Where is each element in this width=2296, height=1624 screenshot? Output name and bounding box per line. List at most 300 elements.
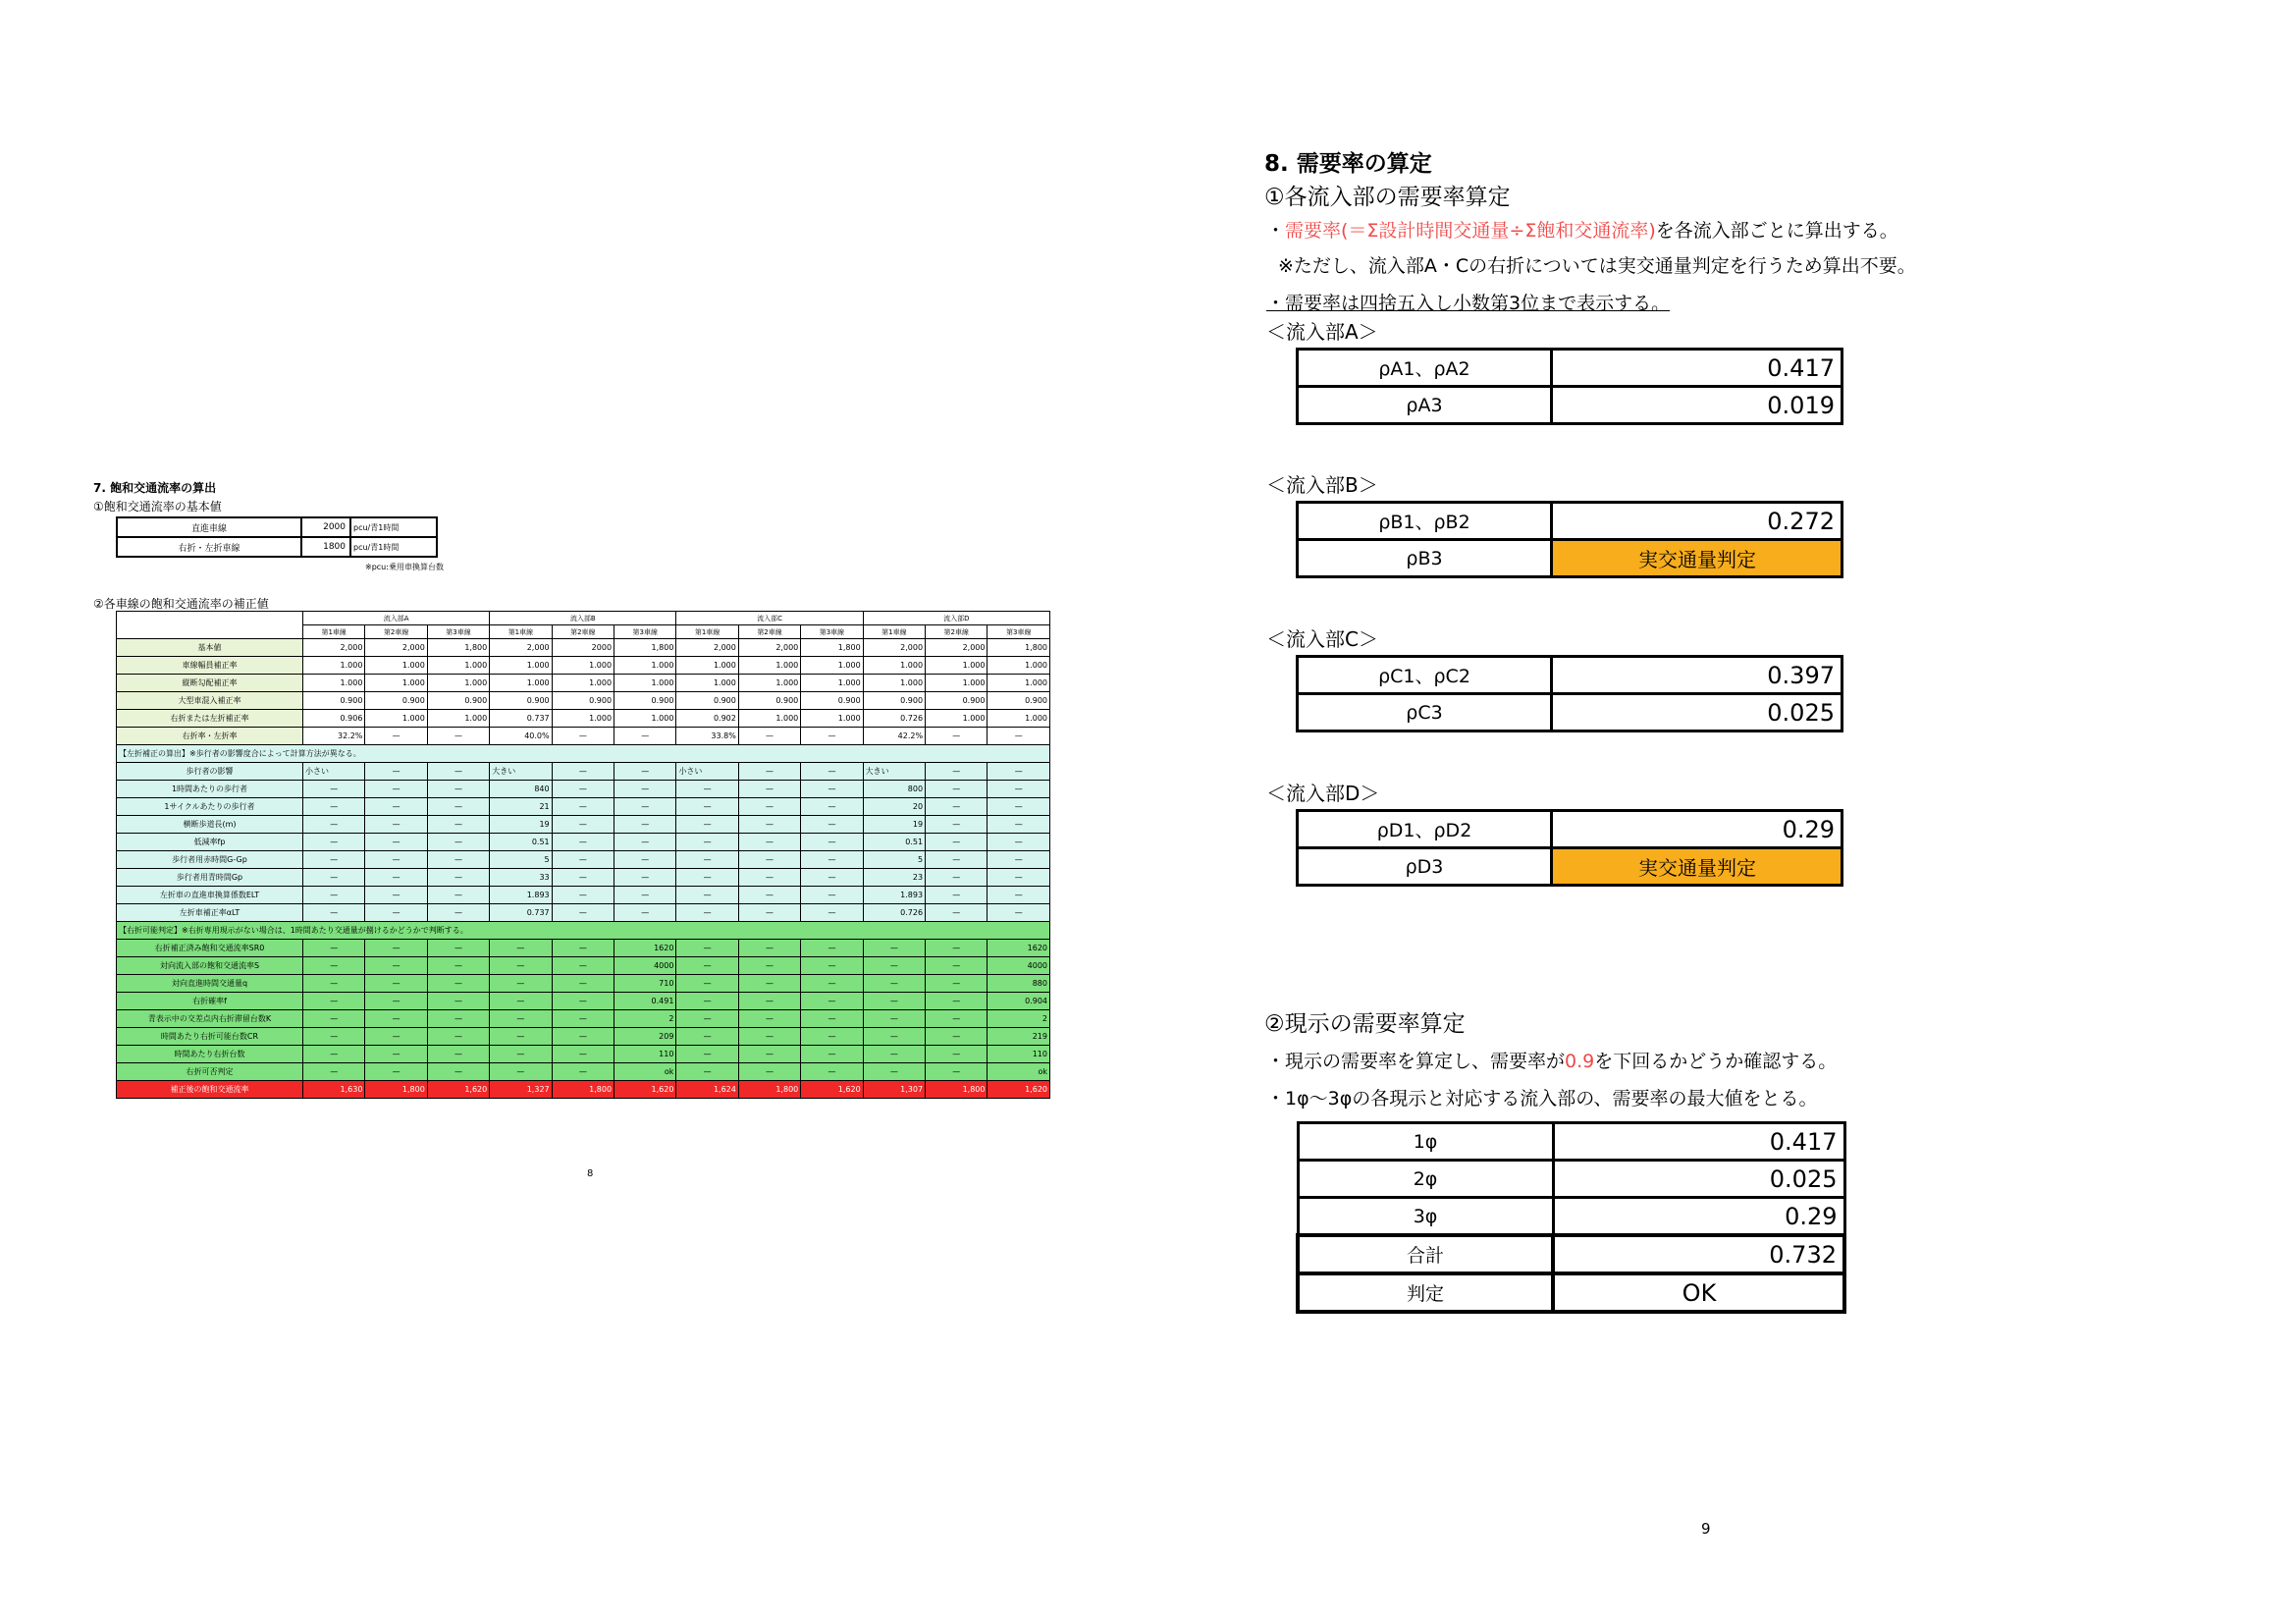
cell-value: 1,800	[614, 639, 676, 657]
cell-value: 1.000	[365, 657, 427, 675]
section-header-row	[117, 922, 1050, 940]
cell-value: —	[552, 1010, 614, 1028]
page-number-right: 9	[1701, 1520, 1711, 1538]
cell-value: —	[676, 1063, 738, 1081]
cell-value: —	[552, 1028, 614, 1046]
cell-value: 800	[863, 781, 925, 798]
demand-label: ρA1、ρA2	[1298, 350, 1552, 387]
cell-value: 0.900	[988, 692, 1050, 710]
lane-header: 第2車線	[552, 625, 614, 639]
row-label: 低減率fp	[117, 834, 303, 851]
note-suffix: を下回るかどうか確認する。	[1594, 1051, 1838, 1072]
cell-value: —	[552, 798, 614, 816]
cell-value: 4000	[614, 957, 676, 975]
cell-value: ok	[614, 1063, 676, 1081]
cell-value: 1.000	[552, 657, 614, 675]
cell-value: —	[427, 904, 489, 922]
cell-value: —	[738, 869, 800, 887]
table-row	[117, 957, 1050, 975]
row-label: 基本値	[117, 639, 303, 657]
inflow-demand-table	[1296, 809, 1843, 887]
cell-value: 42.2%	[863, 728, 925, 745]
cell-value: —	[427, 816, 489, 834]
table-row	[117, 1028, 1050, 1046]
row-label: 横断歩道長(m)	[117, 816, 303, 834]
cell-value: —	[614, 851, 676, 869]
cell-value: —	[303, 1010, 365, 1028]
cell-value: 19	[863, 816, 925, 834]
basic-row-label: 右折・左折車線	[117, 537, 301, 557]
cell-value: 0.900	[552, 692, 614, 710]
demand-formula-text: 需要率(＝Σ設計時間交通量÷Σ飽和交通流率)	[1285, 220, 1656, 242]
cell-value: —	[863, 1028, 925, 1046]
cell-value: 1.000	[365, 675, 427, 692]
cell-value: —	[427, 869, 489, 887]
cell-value: —	[926, 904, 988, 922]
table-row	[117, 887, 1050, 904]
cell-value: 2	[988, 1010, 1050, 1028]
row-label: 右折可否判定	[117, 1063, 303, 1081]
cell-value: 0.906	[303, 710, 365, 728]
cell-value: —	[801, 816, 863, 834]
row-label: 青表示中の交差点内右折滞留台数K	[117, 1010, 303, 1028]
phase-value: 0.29	[1553, 1198, 1844, 1236]
cell-value: —	[552, 816, 614, 834]
inflow-group-header: 流入部A	[303, 612, 490, 625]
cell-value: —	[738, 904, 800, 922]
row-label: 1サイクルあたりの歩行者	[117, 798, 303, 816]
cell-value: 0.726	[863, 904, 925, 922]
cell-value: —	[303, 1028, 365, 1046]
cell-value: —	[801, 957, 863, 975]
cell-value: 0.900	[863, 692, 925, 710]
cell-value: —	[801, 1046, 863, 1063]
cell-value: —	[801, 1010, 863, 1028]
total-value: 0.732	[1553, 1235, 1844, 1273]
demand-value: 0.29	[1552, 811, 1842, 848]
demand-value: 0.025	[1552, 694, 1842, 731]
cell-value: 2000	[552, 639, 614, 657]
cell-value: 40.0%	[490, 728, 552, 745]
row-label: 対向流入部の飽和交通流率S	[117, 957, 303, 975]
cell-value: —	[427, 834, 489, 851]
cell-value: —	[303, 798, 365, 816]
cell-value: —	[801, 1063, 863, 1081]
table-row	[1298, 694, 1842, 731]
cell-value: —	[427, 851, 489, 869]
phase-demand-heading: ②現示の需要率算定	[1264, 1011, 1466, 1037]
cell-value: —	[303, 1046, 365, 1063]
cell-value: —	[427, 887, 489, 904]
cell-value: 1.000	[801, 675, 863, 692]
cell-value: 1.000	[614, 710, 676, 728]
cell-value: —	[926, 869, 988, 887]
table-row	[117, 781, 1050, 798]
cell-value: —	[988, 798, 1050, 816]
cell-value: —	[926, 798, 988, 816]
cell-value: 0.900	[738, 692, 800, 710]
table-row	[117, 763, 1050, 781]
cell-value: 1620	[614, 940, 676, 957]
cell-value: 1,800	[988, 639, 1050, 657]
cell-value: 5	[490, 851, 552, 869]
cell-value: —	[365, 975, 427, 993]
cell-value: 1,624	[676, 1081, 738, 1099]
cell-value: —	[926, 851, 988, 869]
cell-value: —	[801, 1028, 863, 1046]
basic-row-label: 直進車線	[117, 517, 301, 537]
table-row	[117, 798, 1050, 816]
cell-value: —	[552, 904, 614, 922]
cell-value: 1.000	[614, 675, 676, 692]
cell-value: —	[801, 728, 863, 745]
actual-traffic-judgement: 実交通量判定	[1552, 540, 1842, 577]
inflow-section-label: ＜流入部D＞	[1266, 782, 1380, 805]
cell-value: 1.000	[988, 657, 1050, 675]
cell-value: 1.000	[365, 710, 427, 728]
cell-value: —	[614, 798, 676, 816]
cell-value: —	[490, 957, 552, 975]
row-label: 歩行者用赤時間G-Gp	[117, 851, 303, 869]
cell-value: —	[738, 993, 800, 1010]
note-suffix: を各流入部ごとに算出する。	[1655, 220, 1898, 242]
cell-value: —	[801, 904, 863, 922]
cell-value: 1.000	[926, 710, 988, 728]
cell-value: —	[676, 851, 738, 869]
cell-value: —	[365, 834, 427, 851]
cell-value: 1,800	[365, 1081, 427, 1099]
cell-value: —	[926, 1046, 988, 1063]
cell-value: 2,000	[738, 639, 800, 657]
note-prefix: ・現示の需要率を算定し、需要率が	[1266, 1051, 1566, 1072]
cell-value: —	[926, 887, 988, 904]
cell-value: —	[926, 834, 988, 851]
cell-value: —	[988, 816, 1050, 834]
cell-value: 1.000	[676, 675, 738, 692]
cell-value: —	[676, 957, 738, 975]
cell-value: —	[863, 940, 925, 957]
cell-value: —	[365, 728, 427, 745]
cell-value: 2	[614, 1010, 676, 1028]
cell-value: 0.900	[427, 692, 489, 710]
cell-value: 1,800	[552, 1081, 614, 1099]
cell-value: —	[552, 763, 614, 781]
cell-value: 1,307	[863, 1081, 925, 1099]
table-row	[117, 851, 1050, 869]
cell-value: —	[738, 851, 800, 869]
cell-value: —	[490, 1063, 552, 1081]
cell-value: 大きい	[490, 763, 552, 781]
lane-header: 第1車線	[490, 625, 552, 639]
cell-value: 1.000	[427, 675, 489, 692]
cell-value: —	[676, 940, 738, 957]
cell-value: —	[926, 1010, 988, 1028]
cell-value: —	[427, 993, 489, 1010]
cell-value: 0.900	[926, 692, 988, 710]
row-label: 1時間あたりの歩行者	[117, 781, 303, 798]
cell-value: 20	[863, 798, 925, 816]
header-blank	[117, 612, 303, 639]
cell-value: —	[676, 798, 738, 816]
cell-value: 1,620	[427, 1081, 489, 1099]
table-row	[117, 1046, 1050, 1063]
cell-value: —	[303, 887, 365, 904]
note-threshold	[1266, 1047, 1837, 1073]
cell-value: 110	[988, 1046, 1050, 1063]
row-label: 右折確率f	[117, 993, 303, 1010]
demand-label: ρC1、ρC2	[1298, 657, 1552, 694]
cell-value: —	[303, 851, 365, 869]
table-row	[117, 834, 1050, 851]
cell-value: 1,800	[926, 1081, 988, 1099]
demand-label: ρB1、ρB2	[1298, 503, 1552, 540]
section-header: 【左折補正の算出】※歩行者の影響度合によって計算方法が異なる。	[117, 745, 1050, 763]
cell-value: —	[427, 940, 489, 957]
cell-value: —	[863, 975, 925, 993]
cell-value: —	[614, 887, 676, 904]
cell-value: —	[738, 1010, 800, 1028]
row-label: 右折補正済み飽和交通流率SR0	[117, 940, 303, 957]
lane-header: 第2車線	[365, 625, 427, 639]
cell-value: —	[926, 1028, 988, 1046]
cell-value: 0.900	[490, 692, 552, 710]
cell-value: 710	[614, 975, 676, 993]
lane-header: 第1車線	[863, 625, 925, 639]
cell-value: —	[427, 975, 489, 993]
cell-value: —	[614, 869, 676, 887]
demand-label: ρD3	[1298, 848, 1552, 886]
row-label: 右折率・左折率	[117, 728, 303, 745]
table-row	[1298, 387, 1842, 424]
cell-value: —	[365, 798, 427, 816]
cell-value: —	[552, 728, 614, 745]
table-row	[117, 728, 1050, 745]
cell-value: 小さい	[303, 763, 365, 781]
table-row	[117, 537, 437, 557]
phase-label: 1φ	[1298, 1123, 1553, 1161]
inflow-demand-table	[1296, 501, 1843, 578]
cell-value: —	[490, 993, 552, 1010]
cell-value: —	[552, 940, 614, 957]
cell-value: 33.8%	[676, 728, 738, 745]
table-row	[117, 639, 1050, 657]
cell-value: 1,630	[303, 1081, 365, 1099]
cell-value: 0.491	[614, 993, 676, 1010]
cell-value: —	[738, 1046, 800, 1063]
cell-value: —	[676, 904, 738, 922]
cell-value: 1.000	[303, 657, 365, 675]
cell-value: —	[926, 1063, 988, 1081]
cell-value: —	[676, 781, 738, 798]
judge-label: 判定	[1298, 1273, 1553, 1312]
cell-value: 1.000	[926, 675, 988, 692]
cell-value: —	[427, 1063, 489, 1081]
cell-value: 1.000	[988, 675, 1050, 692]
cell-value: —	[490, 1046, 552, 1063]
inflow-group-header: 流入部C	[676, 612, 863, 625]
cell-value: 1.000	[490, 657, 552, 675]
cell-value: 0.51	[863, 834, 925, 851]
demand-value: 0.019	[1552, 387, 1842, 424]
cell-value: —	[738, 763, 800, 781]
basic-row-value: 2000	[301, 517, 350, 537]
cell-value: —	[801, 781, 863, 798]
cell-value: —	[427, 1046, 489, 1063]
cell-value: 1.000	[427, 710, 489, 728]
cell-value: —	[801, 869, 863, 887]
phase-value: 0.417	[1553, 1123, 1844, 1161]
cell-value: 1,800	[738, 1081, 800, 1099]
inflow-demand-table	[1296, 655, 1843, 732]
cell-value: 1620	[988, 940, 1050, 957]
cell-value: 1.000	[738, 710, 800, 728]
total-label: 合計	[1298, 1235, 1553, 1273]
cell-value: 1.000	[303, 675, 365, 692]
cell-value: —	[926, 781, 988, 798]
cell-value: —	[988, 887, 1050, 904]
lane-header: 第1車線	[676, 625, 738, 639]
cell-value: —	[801, 763, 863, 781]
cell-value: —	[365, 940, 427, 957]
right-page-title: 8. 需要率の算定	[1264, 151, 1432, 177]
cell-value: 5	[863, 851, 925, 869]
row-label: 大型車混入補正率	[117, 692, 303, 710]
basic-value-note: ※pcu:乗用車換算台数	[365, 563, 444, 571]
row-label: 時間あたり右折台数	[117, 1046, 303, 1063]
cell-value: 1,800	[801, 639, 863, 657]
cell-value: —	[552, 975, 614, 993]
final-row	[117, 1081, 1050, 1099]
inflow-group-header: 流入部D	[863, 612, 1049, 625]
table-row	[117, 816, 1050, 834]
cell-value: 0.900	[303, 692, 365, 710]
cell-value: —	[676, 834, 738, 851]
cell-value: —	[863, 993, 925, 1010]
cell-value: —	[676, 975, 738, 993]
row-label: 左折車の直進車換算係数ELT	[117, 887, 303, 904]
demand-label: ρA3	[1298, 387, 1552, 424]
cell-value: —	[552, 887, 614, 904]
cell-value: —	[738, 1063, 800, 1081]
cell-value: —	[676, 887, 738, 904]
demand-value: 0.417	[1552, 350, 1842, 387]
lane-header: 第2車線	[738, 625, 800, 639]
basic-row-unit: pcu/青1時間	[350, 517, 437, 537]
table-row	[117, 517, 437, 537]
table-row	[1298, 1198, 1844, 1236]
cell-value: —	[365, 851, 427, 869]
lane-header: 第3車線	[801, 625, 863, 639]
cell-value: 0.726	[863, 710, 925, 728]
inflow-demand-heading: ①各流入部の需要率算定	[1264, 185, 1511, 210]
note-demand-definition	[1266, 216, 1898, 243]
cell-value: —	[863, 1010, 925, 1028]
cell-value: 4000	[988, 957, 1050, 975]
cell-value: 880	[988, 975, 1050, 993]
cell-value: —	[303, 1063, 365, 1081]
lane-header: 第2車線	[926, 625, 988, 639]
table-row	[1298, 1273, 1844, 1312]
left-page-title: 7. 飽和交通流率の算出	[93, 481, 217, 495]
cell-value: 0.902	[676, 710, 738, 728]
cell-value: —	[427, 798, 489, 816]
cell-value: —	[365, 1028, 427, 1046]
cell-value: —	[365, 1063, 427, 1081]
cell-value: —	[552, 1046, 614, 1063]
table-row	[117, 940, 1050, 957]
row-label: 時間あたり右折可能台数CR	[117, 1028, 303, 1046]
cell-value: 2,000	[303, 639, 365, 657]
cell-value: —	[738, 728, 800, 745]
cell-value: —	[552, 869, 614, 887]
cell-value: 1.000	[863, 675, 925, 692]
cell-value: 0.900	[614, 692, 676, 710]
cell-value: —	[801, 975, 863, 993]
cell-value: —	[676, 1046, 738, 1063]
table-row	[1298, 848, 1842, 886]
cell-value: —	[490, 1028, 552, 1046]
cell-value: —	[988, 834, 1050, 851]
row-label: 左折車補正率αLT	[117, 904, 303, 922]
cell-value: —	[303, 781, 365, 798]
cell-value: —	[988, 781, 1050, 798]
inflow-group-header: 流入部B	[490, 612, 676, 625]
cell-value: —	[863, 1063, 925, 1081]
cell-value: —	[552, 834, 614, 851]
row-label: 補正後の飽和交通流率	[117, 1081, 303, 1099]
phase-demand-table	[1296, 1121, 1846, 1314]
cell-value: —	[738, 816, 800, 834]
cell-value: —	[303, 993, 365, 1010]
cell-value: 1.000	[427, 657, 489, 675]
cell-value: 219	[988, 1028, 1050, 1046]
cell-value: 0.51	[490, 834, 552, 851]
table-row	[1298, 657, 1842, 694]
threshold-value: 0.9	[1565, 1051, 1595, 1072]
cell-value: —	[365, 816, 427, 834]
cell-value: —	[926, 957, 988, 975]
cell-value: 2,000	[926, 639, 988, 657]
cell-value: 32.2%	[303, 728, 365, 745]
table-row	[1298, 540, 1842, 577]
table-row	[117, 904, 1050, 922]
cell-value: —	[303, 975, 365, 993]
cell-value: 0.737	[490, 904, 552, 922]
cell-value: —	[863, 957, 925, 975]
table-row	[117, 675, 1050, 692]
cell-value: 1.000	[738, 657, 800, 675]
table-row	[1298, 811, 1842, 848]
row-label: 歩行者の影響	[117, 763, 303, 781]
cell-value: 209	[614, 1028, 676, 1046]
cell-value: —	[614, 763, 676, 781]
cell-value: —	[303, 940, 365, 957]
cell-value: —	[552, 851, 614, 869]
row-label: 右折または左折補正率	[117, 710, 303, 728]
cell-value: —	[738, 798, 800, 816]
cell-value: —	[738, 957, 800, 975]
basic-value-table	[116, 516, 438, 558]
table-row	[117, 975, 1050, 993]
lane-header: 第3車線	[988, 625, 1050, 639]
cell-value: —	[614, 781, 676, 798]
cell-value: —	[614, 834, 676, 851]
demand-label: ρD1、ρD2	[1298, 811, 1552, 848]
cell-value: —	[676, 1010, 738, 1028]
cell-value: —	[676, 816, 738, 834]
note-max-rule: ・1φ～3φの各現示と対応する流入部の、需要率の最大値をとる。	[1266, 1088, 1818, 1110]
cell-value: 2,000	[863, 639, 925, 657]
